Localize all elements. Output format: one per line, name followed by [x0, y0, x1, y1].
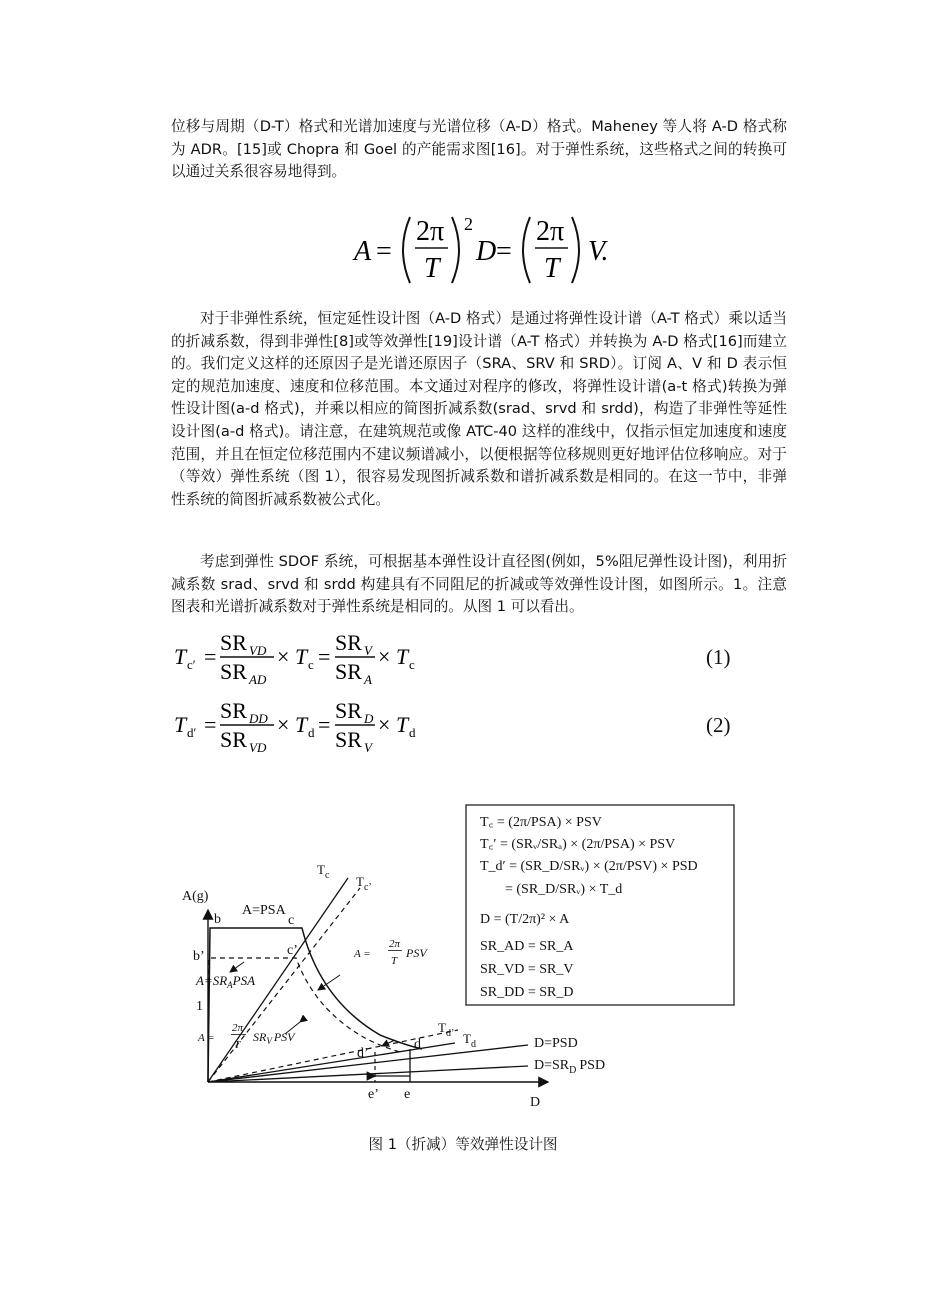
x-axis-label: D: [530, 1095, 541, 1110]
eq2-t1: T: [295, 712, 308, 737]
psv-pre: A =: [354, 948, 371, 960]
svg-text:Td: [463, 1031, 476, 1050]
label-apsa: A=PSA: [242, 903, 286, 918]
eq-main-num2: 2π: [536, 216, 565, 247]
eq-main-den2: T: [544, 253, 560, 284]
psv-num: 2π: [389, 938, 401, 950]
srv-num: 2π: [232, 1022, 244, 1034]
svg-text:×: ×: [277, 644, 290, 669]
pt-e: e: [404, 1087, 411, 1102]
svg-text:=: =: [318, 644, 331, 669]
srv-post: PSV: [273, 1030, 295, 1044]
eq1-f1-den: SR: [220, 659, 247, 684]
figure-caption: 图 1（折减）等效弹性设计图: [368, 1136, 558, 1153]
eq1-f2-num-sub: V: [364, 643, 372, 658]
svg-text:=: =: [318, 712, 331, 737]
equation-1: [170, 626, 470, 688]
pt-b: b: [214, 912, 221, 927]
td-label: T: [463, 1031, 471, 1046]
eq2-t2-sub: d: [409, 725, 416, 740]
svg-text:=: =: [204, 712, 217, 737]
dsrd-post: PSD: [579, 1058, 606, 1073]
box-line-6: SR_AD = SR_A: [480, 939, 574, 954]
eq2-t1-sub: d: [308, 725, 315, 740]
pt-c: c: [288, 913, 295, 928]
eq1-lhs: T: [174, 644, 187, 669]
eq1-t1-sub: c: [308, 657, 314, 672]
box-line-7: SR_VD = SR_V: [480, 962, 574, 977]
eq1-f1-num: SR: [220, 630, 247, 655]
paren-open-2: [523, 217, 530, 283]
eq1-f2-num: SR: [335, 630, 362, 655]
eq1-t1: T: [295, 644, 308, 669]
eq-main-eq: =: [376, 236, 392, 267]
pt-d-prime: d’: [357, 1046, 369, 1061]
eq2-f1-den: SR: [220, 727, 247, 752]
dsrd-pre: D=SR: [534, 1058, 570, 1073]
pt-d: d: [414, 1037, 421, 1052]
svg-text:×: ×: [378, 712, 391, 737]
asra-post: PSA: [232, 973, 256, 988]
tc-label: T: [317, 862, 325, 877]
paragraph-elastic-sdof: 考虑到弹性 SDOF 系统，可根据基本弹性设计直径图(例如，5%阻尼弹性设计图)，利用折减系数 srad、srvd 和 srdd 构建具有不同阻尼的折减或等效弹性设计图，如图所示。1。注意图表和光谱折减系数对于弹性系统是相同的。从图 1 可以看出。: [171, 553, 787, 616]
box-line-1: T꜀ = (2π/PSA) × PSV: [480, 815, 602, 830]
svg-text:=: =: [204, 644, 217, 669]
eq1-number: (1): [706, 645, 731, 669]
srv-sub: V: [266, 1036, 272, 1046]
box-line-5: D = (T/2π)² × A: [480, 912, 570, 927]
tc-sub: c: [324, 870, 330, 881]
eq2-lhs: T: [174, 712, 187, 737]
eq-main-lhs: A: [354, 236, 372, 267]
tcp-sub: c’: [363, 882, 372, 893]
pt-b-prime: b’: [193, 949, 205, 964]
paragraph-inelastic: 对于非弹性系统，恒定延性设计图（A-D 格式）是通过将弹性设计谱（A-T 格式）乘以适当的折减系数，得到非弹性[8]或等效弹性[19]设计谱（A-T 格式）并转换为 A-D 格式[16]而建立的。我们定义这样的还原因子是光谱还原因子（SRA、SRV 和 SRD）。订阅 A、V 和 D 表示恒定的规范加速度、速度和位移范围。本文通过对程序的修改，将弹性设计谱(a-t 格式)转换为弹性设计图(a-d 格式)，并乘以相应的简图折减系数(srad、srvd 和 srdd)，构造了非弹性等延性设计图(a-d 格式)。请注意，在建筑规范或像 ATC-40 这样的准线中，仅指示恒定加速度和速度范围，并且在恒定位移范围内不建议频谱减小，以便根据等位移规则更好地评估位移响应。对于（等效）弹性系统（图 1），很容易发现图折减系数和谱折减系数是相同的。在这一节中，非弹性系统的简图折减系数被公式化。: [171, 310, 787, 508]
asra-pre: A=SR: [196, 973, 228, 988]
svg-text:×: ×: [277, 712, 290, 737]
label-dpsd: D=PSD: [534, 1036, 578, 1051]
pt-c-prime: c’: [287, 943, 298, 958]
eq2-f1-den-sub: VD: [249, 740, 267, 755]
paragraph-intro: 位移与周期（D-T）格式和光谱加速度与光谱位移（A-D）格式。Maheney 等人将 A-D 格式称为 ADR。[15]或 Chopra 和 Goel 的产能需求图[16]。对于弹性系统，这些格式之间的转换可以通过关系很容易地得到。: [171, 118, 787, 181]
srv-pre: A =: [198, 1032, 215, 1044]
eq1-f2-den-sub: A: [364, 672, 372, 687]
eq1-f1-den-sub: AD: [249, 672, 267, 687]
eq1-f1-num-sub: VD: [249, 643, 267, 658]
paren-open: [403, 217, 410, 283]
svg-text:Td’: [438, 1020, 454, 1039]
eq-main-mid: D: [476, 236, 497, 267]
box-line-2: T꜀′ = (SRᵥ/SRₐ) × (2π/PSA) × PSV: [480, 837, 676, 852]
svg-text:SRVPSV: [253, 1030, 296, 1046]
psv-den: T: [391, 955, 398, 967]
psv-frac-bar: [388, 950, 402, 951]
eq1-t2: T: [396, 644, 409, 669]
eq2-t2: T: [396, 712, 409, 737]
box-line-4: = (SR_D/SRᵥ) × T_d: [505, 882, 623, 897]
arrow-psa: [230, 962, 244, 972]
eq2-f1-num: SR: [220, 698, 247, 723]
pt-e-prime: e’: [368, 1087, 379, 1102]
label-one: 1: [196, 999, 203, 1014]
y-axis-label: A(g): [182, 889, 209, 904]
srv-mid: SR: [253, 1030, 267, 1044]
eq2-f2-num: SR: [335, 698, 362, 723]
asra-sub: A: [227, 980, 233, 990]
psv-post: PSV: [406, 946, 427, 960]
elastic-spectrum-curve: [208, 928, 422, 1082]
equation-main: [340, 205, 620, 295]
paren-close: [452, 217, 459, 283]
td-sub: d: [470, 1039, 476, 1050]
srv-frac-bar: [231, 1034, 246, 1035]
eq-main-eq2: =: [496, 236, 512, 267]
eq2-f1-num-sub: DD: [249, 711, 268, 726]
eq1-lhs-sub: c′: [187, 657, 196, 672]
dsrd-sub: D: [569, 1065, 577, 1076]
eq-main-exp: 2: [464, 214, 473, 234]
design-diagram-figure: [180, 800, 760, 1120]
tdp-sub: d’: [445, 1028, 455, 1039]
eq2-f2-den: SR: [335, 727, 362, 752]
svg-text:×: ×: [378, 644, 391, 669]
tcp-label: T: [356, 874, 364, 889]
eq2-number: (2): [706, 713, 731, 737]
paren-close-2: [572, 217, 579, 283]
eq2-f2-num-sub: D: [364, 711, 374, 726]
tdp-label: T: [438, 1020, 446, 1035]
eq-main-den1: T: [424, 253, 440, 284]
eq2-f2-den-sub: V: [364, 740, 372, 755]
eq-main-rhs: V.: [588, 236, 609, 267]
svg-text:Tc: [317, 862, 330, 881]
eq-main-num1: 2π: [416, 216, 445, 247]
eq2-lhs-sub: d′: [187, 725, 197, 740]
srv-den: T: [234, 1039, 241, 1051]
eq1-t2-sub: c: [409, 657, 415, 672]
box-line-8: SR_DD = SR_D: [480, 985, 574, 1000]
svg-text:D=SRDPSD: [534, 1058, 605, 1076]
equation-2: [170, 694, 470, 756]
eq1-f2-den: SR: [335, 659, 362, 684]
box-line-3: T_d′ = (SR_D/SRᵥ) × (2π/PSV) × PSD: [480, 859, 698, 874]
svg-text:A=SRAPSA: [195, 973, 255, 990]
